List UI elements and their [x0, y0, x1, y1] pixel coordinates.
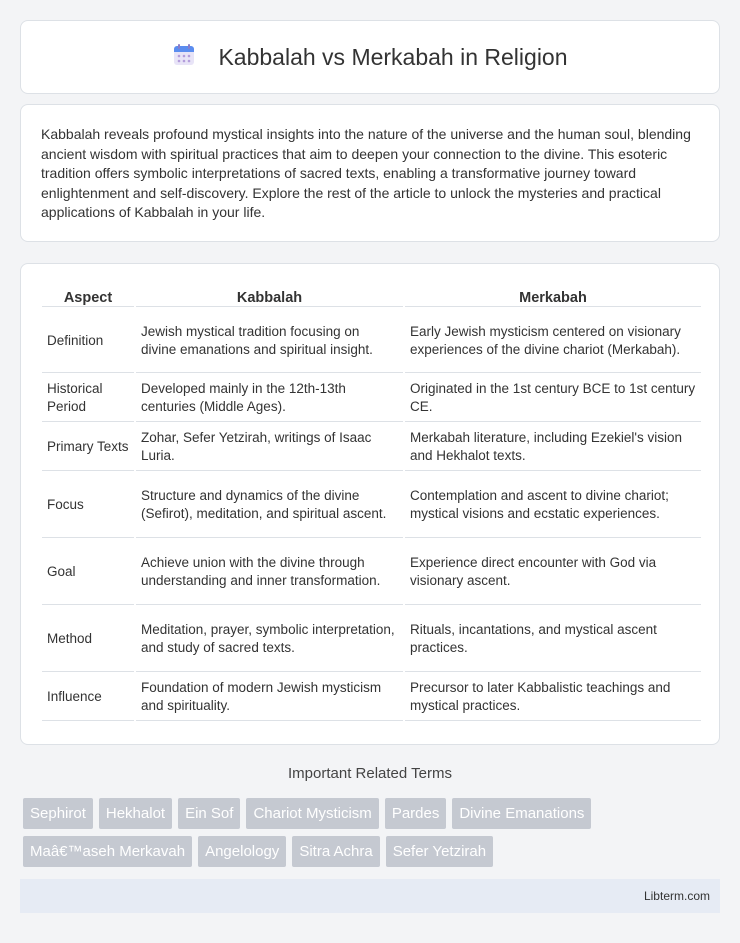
header-card: [20, 20, 720, 94]
intro-card: [20, 104, 720, 242]
row-kabbalah: Jewish mystical tradition focusing on divine emanations and spiritual insight.: [136, 309, 403, 373]
header-merkabah: Merkabah: [405, 286, 701, 307]
footer-link[interactable]: Libterm.com: [643, 889, 710, 903]
tag-maaseh-merkavah[interactable]: Maâ€™aseh Merkavah: [23, 836, 192, 867]
row-kabbalah: Zohar, Sefer Yetzirah, writings of Isaac Luria.: [136, 424, 403, 471]
table-header-row: [42, 286, 701, 307]
page-title: Kabbalah vs Merkabah in Religion: [218, 43, 568, 70]
row-aspect: Historical Period: [42, 375, 134, 422]
table-row: [42, 424, 701, 471]
row-kabbalah: Meditation, prayer, symbolic interpretation, and study of sacred texts.: [136, 607, 403, 672]
row-aspect: Influence: [42, 674, 134, 721]
row-kabbalah: Developed mainly in the 12th-13th centuries (Middle Ages).: [136, 375, 403, 422]
table-row: [42, 674, 701, 721]
table-row: [42, 375, 701, 422]
row-merkabah: Rituals, incantations, and mystical ascent practices.: [405, 607, 701, 672]
intro-text: Kabbalah reveals profound mystical insights into the nature of the universe and the human soul, blending ancient wisdom with spiritual practices that aim to deepen your connection to the divine. This esoteric tradition offers symbolic interpretations of sacred texts, enabling a transformative journey toward enlightenment and self-discovery. Explore the rest of the article to unlock the mysteries and practical applications of Kabbalah in your life.: [41, 126, 691, 220]
row-merkabah: Experience direct encounter with God via visionary ascent.: [405, 540, 701, 605]
row-merkabah: Early Jewish mysticism centered on visionary experiences of the divine chariot (Merkabah).: [405, 309, 701, 373]
row-merkabah: Merkabah literature, including Ezekiel's vision and Hekhalot texts.: [405, 424, 701, 471]
row-kabbalah: Foundation of modern Jewish mysticism and spirituality.: [136, 674, 403, 721]
footer: [20, 879, 720, 913]
tag-ein-sof[interactable]: Ein Sof: [178, 798, 240, 829]
row-aspect: Goal: [42, 540, 134, 605]
related-terms-title: Important Related Terms: [288, 765, 452, 782]
row-kabbalah: Structure and dynamics of the divine (Sefirot), meditation, and spiritual ascent.: [136, 473, 403, 538]
table-row: [42, 607, 701, 672]
tag-sefer-yetzirah[interactable]: Sefer Yetzirah: [386, 836, 493, 867]
related-terms-list: [23, 798, 723, 867]
calendar-icon: [172, 43, 196, 72]
row-aspect: Focus: [42, 473, 134, 538]
row-merkabah: Contemplation and ascent to divine chariot; mystical visions and ecstatic experiences.: [405, 473, 701, 538]
tag-sitra-achra[interactable]: Sitra Achra: [292, 836, 379, 867]
header-aspect: Aspect: [42, 286, 134, 307]
comparison-table: [40, 284, 703, 723]
table-row: [42, 309, 701, 373]
row-aspect: Method: [42, 607, 134, 672]
row-kabbalah: Achieve union with the divine through understanding and inner transformation.: [136, 540, 403, 605]
tag-angelology[interactable]: Angelology: [198, 836, 286, 867]
table-row: [42, 473, 701, 538]
row-merkabah: Precursor to later Kabbalistic teachings and mystical practices.: [405, 674, 701, 721]
row-aspect: Primary Texts: [42, 424, 134, 471]
comparison-card: [20, 263, 720, 745]
tag-pardes[interactable]: Pardes: [385, 798, 447, 829]
title-wrap: [172, 43, 567, 72]
tag-hekhalot[interactable]: Hekhalot: [99, 798, 172, 829]
table-row: [42, 540, 701, 605]
tag-sephirot[interactable]: Sephirot: [23, 798, 93, 829]
header-kabbalah: Kabbalah: [136, 286, 403, 307]
tag-divine-emanations[interactable]: Divine Emanations: [452, 798, 591, 829]
row-merkabah: Originated in the 1st century BCE to 1st century CE.: [405, 375, 701, 422]
tag-chariot-mysticism[interactable]: Chariot Mysticism: [246, 798, 378, 829]
row-aspect: Definition: [42, 309, 134, 373]
